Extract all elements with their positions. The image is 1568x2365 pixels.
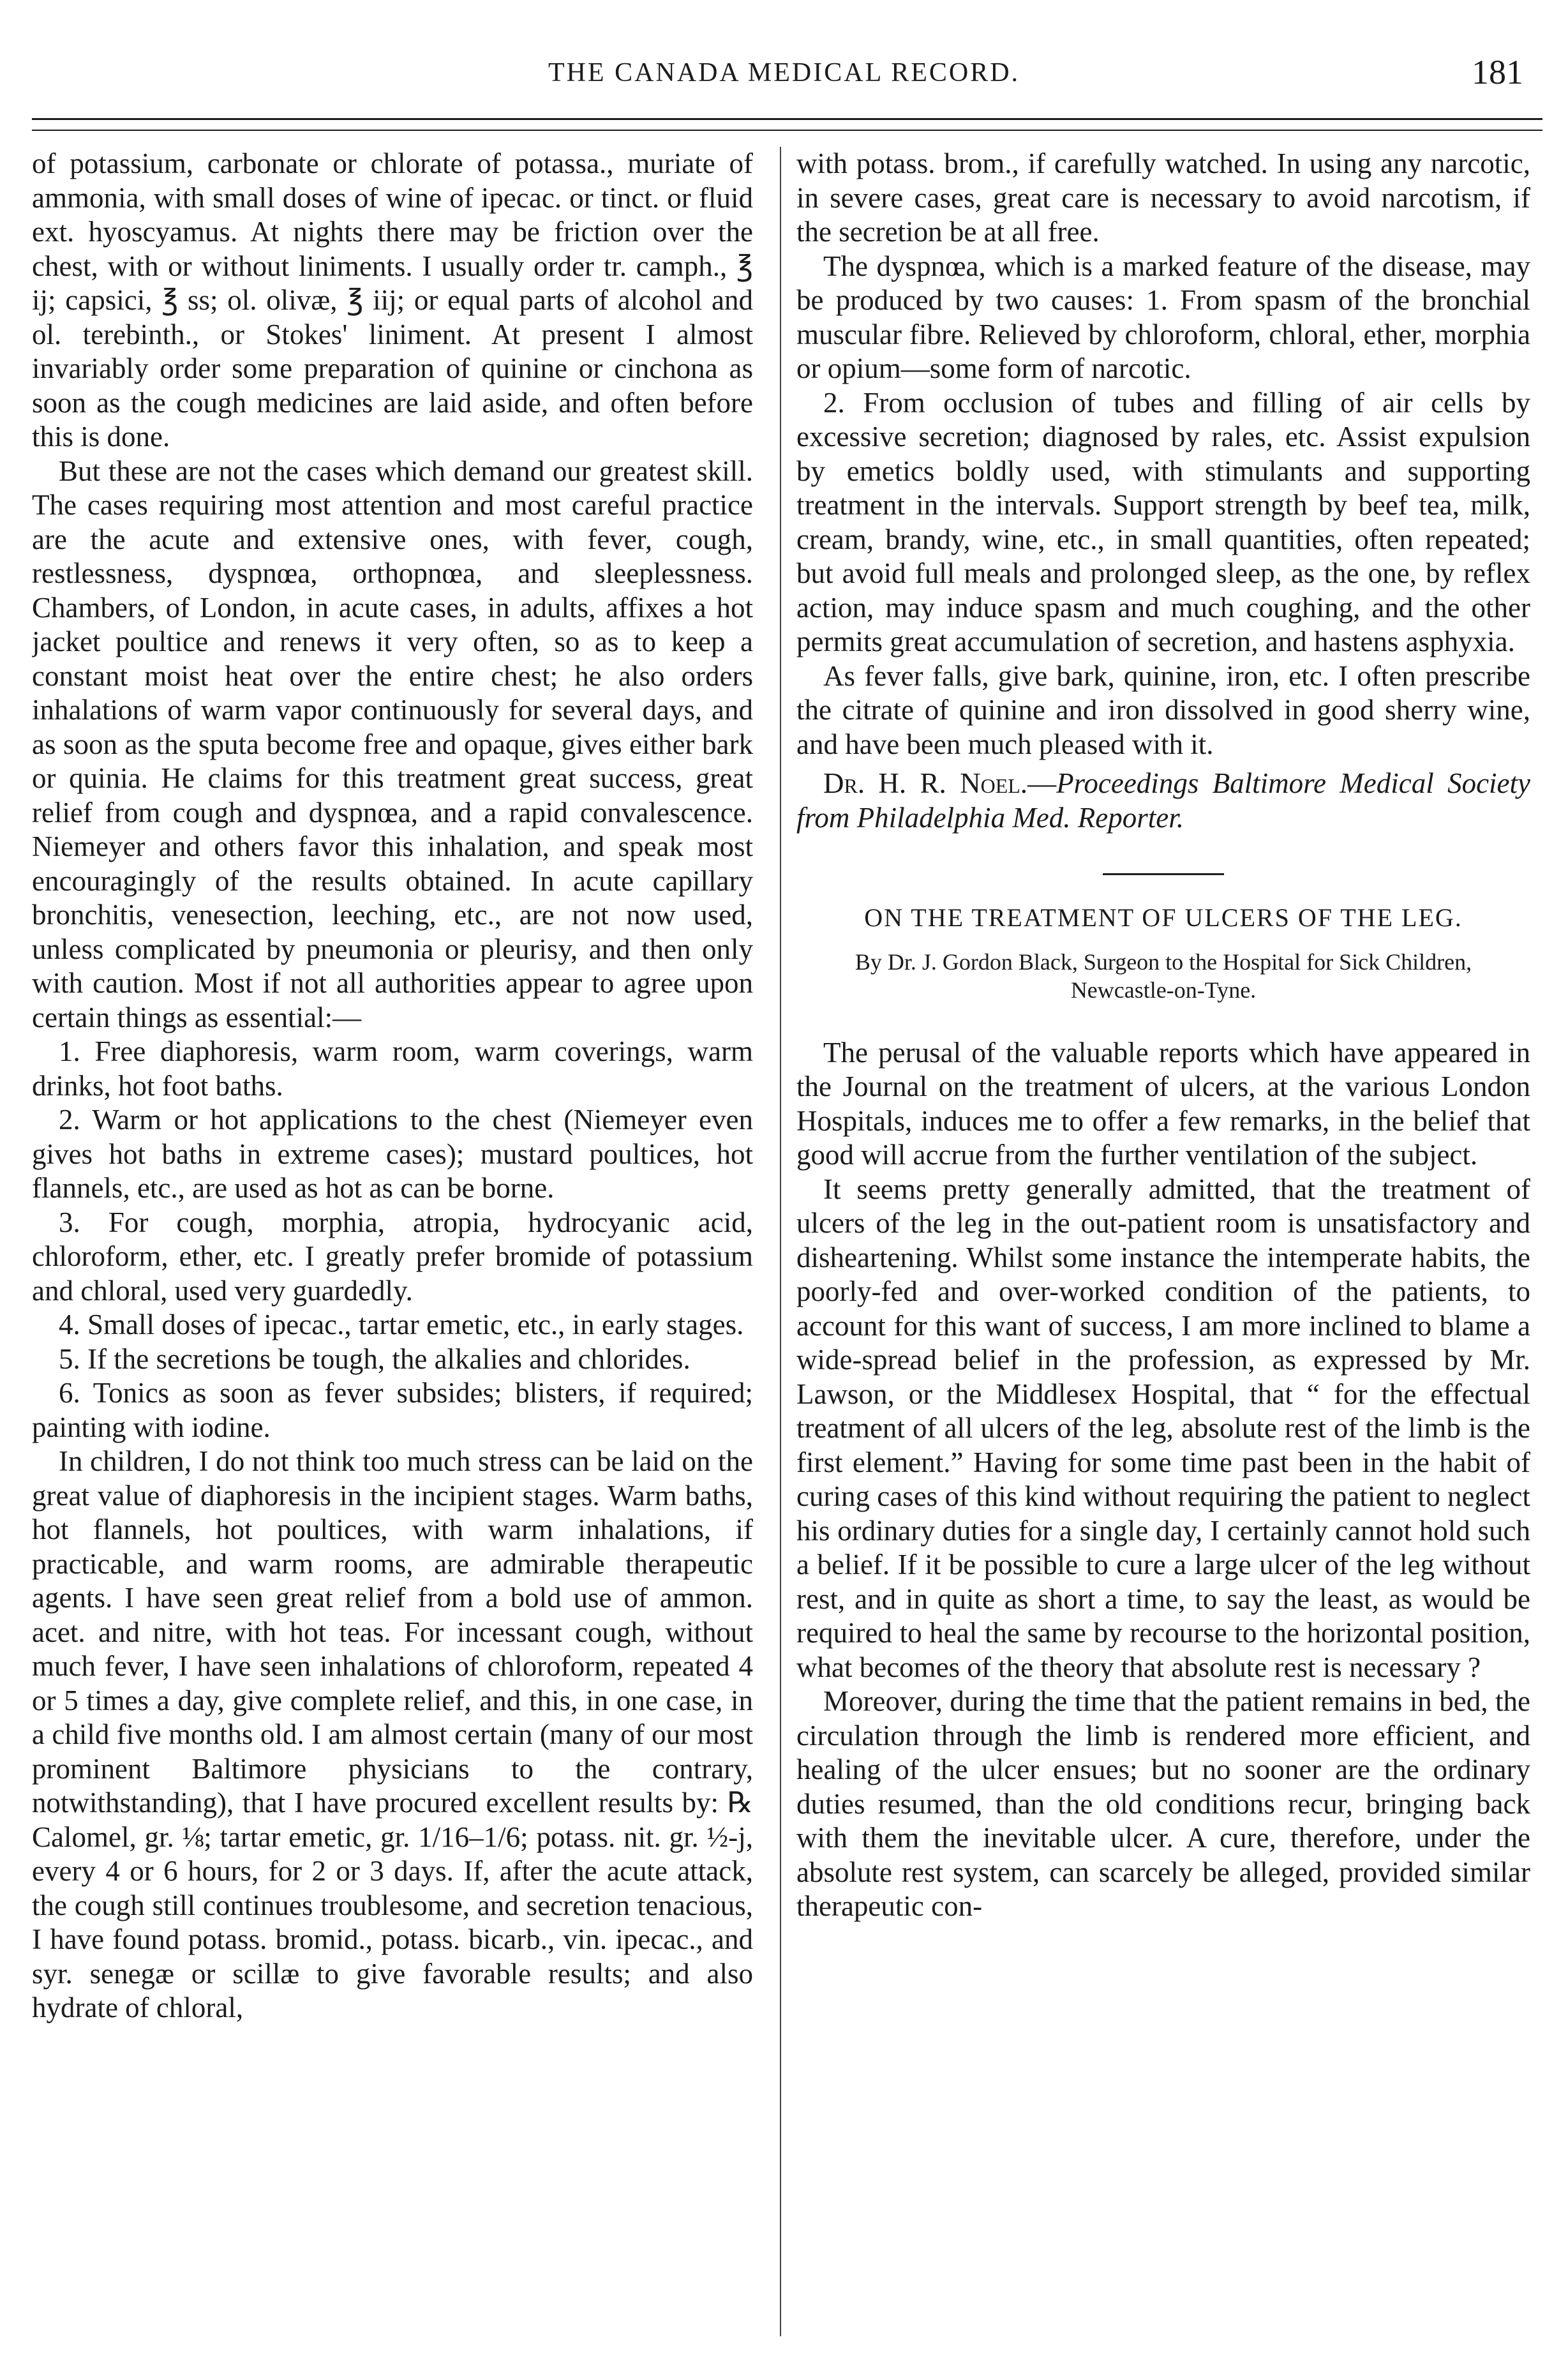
signature-source: Proceedings Baltimore Medical Society from Philadelphia Med. Reporter.	[796, 767, 1530, 834]
list-item: 4. Small doses of ipecac., tartar emetic, etc., in early stages.	[59, 1309, 744, 1340]
list-item: 2. Warm or hot applications to the chest (Niemeyer even gives hot baths in extreme cases); mustard poultices, hot flannels, etc., are used as hot as can be borne.	[32, 1104, 753, 1204]
header-rule-top	[32, 118, 1542, 120]
header-rule-bottom	[32, 130, 1542, 131]
article-title: ON THE TREATMENT OF ULCERS OF THE LEG.	[864, 903, 1463, 932]
paragraph: In children, I do not think too much stress can be laid on the great value of diaphoresis in the incipient stages. Warm baths, hot flannels, hot poultices, with warm inhalations, if practicable, and warm rooms, are admirable therapeutic agents. I have seen great relief from a bold use of ammon. acet. and nitre, with hot teas. For incessant cough, without much fever, I have seen inhalations of chloroform, repeated 4 or 5 times a day, give complete relief, and this, in one case, in a child five months old. I am almost certain (many of our most prominent Baltimore physicians to the contrary, notwithstanding), that I have procured excellent results by: ℞ Calomel, gr. ⅛; tartar emetic, gr. 1/16–1/6; potass. nit. gr. ½-j, every 4 or 6 hours, for 2 or 3 days. If, after the acute attack, the cough still continues troublesome, and secretion tenacious, I have found potass. bromid., potass. bicarb., vin. ipecac., and syr. senegæ or scillæ to give favorable results; and also hydrate of chloral,	[32, 1445, 753, 2023]
list-item: 5. If the secretions be tough, the alkalies and chlorides.	[59, 1342, 691, 1375]
running-head: THE CANADA MEDICAL RECORD.	[548, 58, 1020, 87]
list-item: 1. Free diaphoresis, warm room, warm coverings, warm drinks, hot foot baths.	[32, 1035, 753, 1102]
paragraph: As fever falls, give bark, quinine, iron, etc. I often prescribe the citrate of quinine and iron dissolved in good sherry wine, and have been much pleased with it.	[796, 659, 1530, 760]
article-byline: By Dr. J. Gordon Black, Surgeon to the Hospital for Sick Children, Newcastle-on-Tyne.	[855, 949, 1472, 1003]
section-divider	[1103, 873, 1224, 875]
column-divider	[780, 147, 781, 2336]
paragraph: Moreover, during the time that the patient remains in bed, the circulation through the limb is rendered more efficient, and healing of the ulcer ensues; but no sooner are the ordinary duties resumed, than the old conditions recur, bringing back with them the inevitable ulcer. A cure, therefore, under the absolute rest system, can scarcely be alleged, provided similar therapeutic con-	[796, 1685, 1530, 1922]
paragraph: It seems pretty generally admitted, that the treatment of ulcers of the leg in the out-patient room is unsatisfactory and disheartening. Whilst some instance the intemperate habits, the poorly-fed and over-worked condition of the patients, to account for this want of success, I am more inclined to blame a wide-spread belief in the profession, as expressed by Mr. Lawson, or the Middlesex Hospital, that “ for the effectual treatment of all ulcers of the leg, absolute rest of the limb is the first element.” Having for some time past been in the habit of curing cases of this kind without requiring the patient to neglect his ordinary duties for a single day, I certainly cannot hold such a belief. If it be possible to cure a large ulcer of the leg without rest, and in quite as short a time, to say the least, as would be required to heal the same by recourse to the horizontal position, what becomes of the theory that absolute rest is necessary ?	[796, 1173, 1530, 1683]
signature-name: Dr. H. R. Noel.	[823, 767, 1028, 799]
paragraph: 2. From occlusion of tubes and filling of air cells by excessive secretion; diagnosed by rales, etc. Assist expulsion by emetics boldly used, with stimulants and supporting treatment in the intervals. Support strength by beef tea, milk, cream, brandy, wine, etc., in small quantities, often repeated; but avoid full meals and prolonged sleep, as the one, by reflex action, may induce spasm and much coughing, and the other permits great accumulation of secretion, and hastens asphyxia.	[796, 386, 1530, 657]
left-column	[32, 147, 753, 2343]
page-header	[26, 45, 1542, 96]
paragraph: with potass. brom., if carefully watched. In using any narcotic, in severe cases, great care is necessary to avoid narcotism, if the secretion be at all free.	[796, 147, 1530, 248]
list-item: 6. Tonics as soon as fever subsides; blisters, if required; painting with iodine.	[32, 1377, 753, 1443]
paragraph: But these are not the cases which demand our greatest skill. The cases requiring most attention and most careful practice are the acute and extensive ones, with fever, cough, restlessness, dyspnœa, orthopnœa, and sleeplessness. Chambers, of London, in acute cases, in adults, affixes a hot jacket poultice and renews it very often, so as to keep a constant moist heat over the entire chest; he also orders inhalations of warm vapor continuously for several days, and as soon as the sputa become free and opaque, gives either bark or quinia. He claims for this treatment great success, great relief from cough and dyspnœa, and a rapid convalescence. Niemeyer and others favor this inhalation, and speak most encouragingly of the results obtained. In acute capillary bronchitis, venesection, leeching, etc., are not now used, unless complicated by pneumonia or pleurisy, and then only with caution. Most if not all authorities appear to agree upon certain things as essential:—	[32, 454, 753, 1033]
page-number: 181	[1472, 53, 1523, 91]
paragraph: of potassium, carbonate or chlorate of potassa., muriate of ammonia, with small doses of wine of ipecac. or tinct. or fluid ext. hyoscyamus. At nights there may be friction over the chest, with or without liniments. I usually order tr. camph., ℥ ij; capsici, ℥ ss; ol. olivæ, ℥ iij; or equal parts of alcohol and ol. terebinth., or Stokes' liniment. At present I almost invariably order some preparation of quinine or cinchona as soon as the cough medicines are laid aside, and often before this is done.	[32, 147, 753, 453]
right-column	[796, 147, 1530, 2343]
list-item: 3. For cough, morphia, atropia, hydrocyanic acid, chloroform, ether, etc. I greatly prefer bromide of potassium and chloral, used very guardedly.	[32, 1206, 753, 1307]
signature: Dr. H. R. Noel.—Proceedings Baltimore Medical Society from Philadelphia Med. Reporter.	[796, 767, 1530, 834]
paragraph: The perusal of the valuable reports which have appeared in the Journal on the treatment of ulcers, at the various London Hospitals, induces me to offer a few remarks, in the belief that good will accrue from the further ventilation of the subject.	[796, 1036, 1530, 1171]
paragraph: The dyspnœa, which is a marked feature of the disease, may be produced by two causes: 1. From spasm of the bronchial muscular fibre. Relieved by chloroform, chloral, ether, morphia or opium—some form of narcotic.	[796, 250, 1530, 384]
